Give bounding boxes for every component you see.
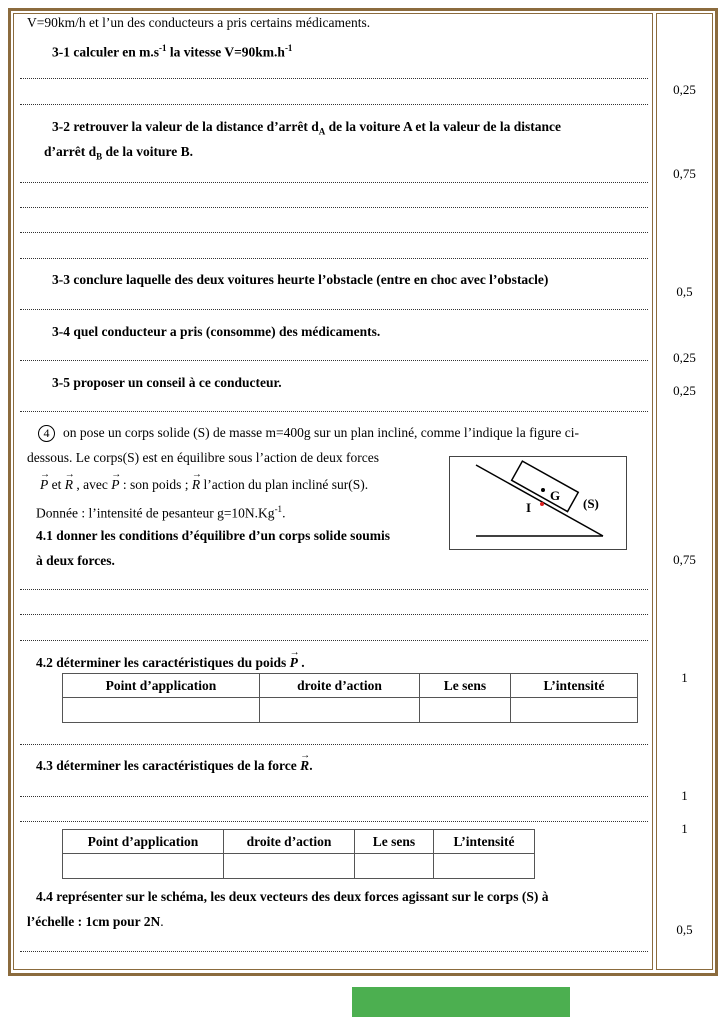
vector-p: → P (290, 655, 298, 671)
score-3-1: 0,25 (673, 82, 696, 97)
answer-line[interactable] (20, 614, 648, 615)
score-3-3: 0,5 (676, 284, 693, 299)
exercise-4-line2: dessous. Le corps(S) est en équilibre sous l’action de deux forces (27, 450, 380, 465)
answer-line[interactable] (20, 182, 648, 183)
answer-line[interactable] (20, 232, 648, 233)
answer-line[interactable] (20, 360, 648, 361)
exercise-4-given: Donnée : l’intensité de pesanteur $g=10N.Kg^{-1}$. (36, 504, 286, 521)
question-3-2-line1: 3-2 retrouver la valeur de la distance d’arrêt $d_A$ de la voiture A et la valeur de la distance (52, 119, 561, 137)
table-cell[interactable] (511, 698, 638, 723)
answer-line[interactable] (20, 309, 648, 310)
label-s: (S) (583, 496, 599, 511)
table-cell[interactable] (63, 698, 260, 723)
table-header: Le sens (355, 830, 434, 854)
characteristics-table-weight (62, 673, 638, 723)
label-i: I (526, 500, 532, 515)
question-4-2: 4.2 déterminer les caractéristiques du poids → P . (36, 655, 305, 671)
answer-line[interactable] (20, 78, 648, 79)
characteristics-table-reaction (62, 829, 535, 879)
answer-line[interactable] (20, 207, 648, 208)
footer-green-bar (352, 987, 570, 1017)
table-header: droite d’action (260, 674, 420, 698)
table-header: L’intensité (434, 830, 535, 854)
table-cell[interactable] (420, 698, 511, 723)
answer-line[interactable] (20, 744, 648, 745)
table-header: Point d’application (63, 830, 224, 854)
vector-r: → R (192, 477, 200, 493)
score-4-3b: 1 (681, 821, 688, 836)
question-4-4-line1: 4.4 représenter sur le schéma, les deux vecteurs des deux forces agissant sur le corps (S) à (36, 889, 549, 904)
question-4-1-line1: 4.1 donner les conditions d’équilibre d’un corps solide soumis (36, 528, 390, 543)
table-cell[interactable] (355, 854, 434, 879)
question-3-2-line2: d’arrêt $d_B$ de la voiture B. (44, 144, 193, 162)
inclined-plane-figure (449, 456, 627, 550)
score-3-5: 0,25 (673, 383, 696, 398)
score-4-2: 1 (681, 670, 688, 685)
vector-p: → P (111, 477, 119, 493)
center-of-gravity-dot (541, 488, 545, 492)
answer-line[interactable] (20, 411, 648, 412)
question-4-4-line2: l’échelle : 1cm pour 2N. (27, 914, 164, 929)
table-header: droite d’action (224, 830, 355, 854)
vector-p: → P (40, 477, 48, 493)
table-cell[interactable] (260, 698, 420, 723)
answer-line[interactable] (20, 589, 648, 590)
table-header: Point d’application (63, 674, 260, 698)
exercise-4-line1: 4 on pose un corps solide (S) de masse m=400g sur un plan incliné, comme l’indique la figure ci- (38, 425, 579, 442)
contact-point-dot (540, 502, 544, 506)
answer-line[interactable] (20, 640, 648, 641)
vector-r: → R (300, 758, 309, 774)
question-4-1-line2: à deux forces. (36, 553, 115, 568)
exercise-number-badge: 4 (38, 425, 55, 442)
question-4-3: 4.3 déterminer les caractéristiques de la force → R. (36, 758, 313, 774)
table-cell[interactable] (434, 854, 535, 879)
score-4-4: 0,5 (676, 922, 693, 937)
score-4-1: 0,75 (673, 552, 696, 567)
intro-line: V=90km/h et l’un des conducteurs a pris certains médicaments. (27, 15, 371, 30)
label-g: G (550, 488, 561, 503)
exercise-4-line3: → P et → R , avec → P : son poids ; → R l’action du plan incliné sur(S). (40, 477, 368, 493)
answer-line[interactable] (20, 258, 648, 259)
score-4-3a: 1 (681, 788, 688, 803)
score-3-4: 0,25 (673, 350, 696, 365)
question-3-3: 3-3 conclure laquelle des deux voitures heurte l’obstacle (entre en choc avec l’obstacle) (52, 272, 549, 287)
vector-r: → R (65, 477, 73, 493)
table-cell[interactable] (224, 854, 355, 879)
answer-line[interactable] (20, 104, 648, 105)
answer-line[interactable] (20, 821, 648, 822)
score-3-2: 0,75 (673, 166, 696, 181)
question-3-5: 3-5 proposer un conseil à ce conducteur. (52, 375, 282, 390)
table-header: Le sens (420, 674, 511, 698)
table-cell[interactable] (63, 854, 224, 879)
question-3-4: 3-4 quel conducteur a pris (consomme) des médicaments. (52, 324, 381, 339)
table-header: L’intensité (511, 674, 638, 698)
inclined-plane-diagram (450, 457, 626, 549)
answer-line[interactable] (20, 796, 648, 797)
question-3-1: 3-1 calculer en $m.s^{-1}$ la vitesse $V=90km.h^{-1}$ (52, 43, 293, 60)
answer-line[interactable] (20, 951, 648, 952)
